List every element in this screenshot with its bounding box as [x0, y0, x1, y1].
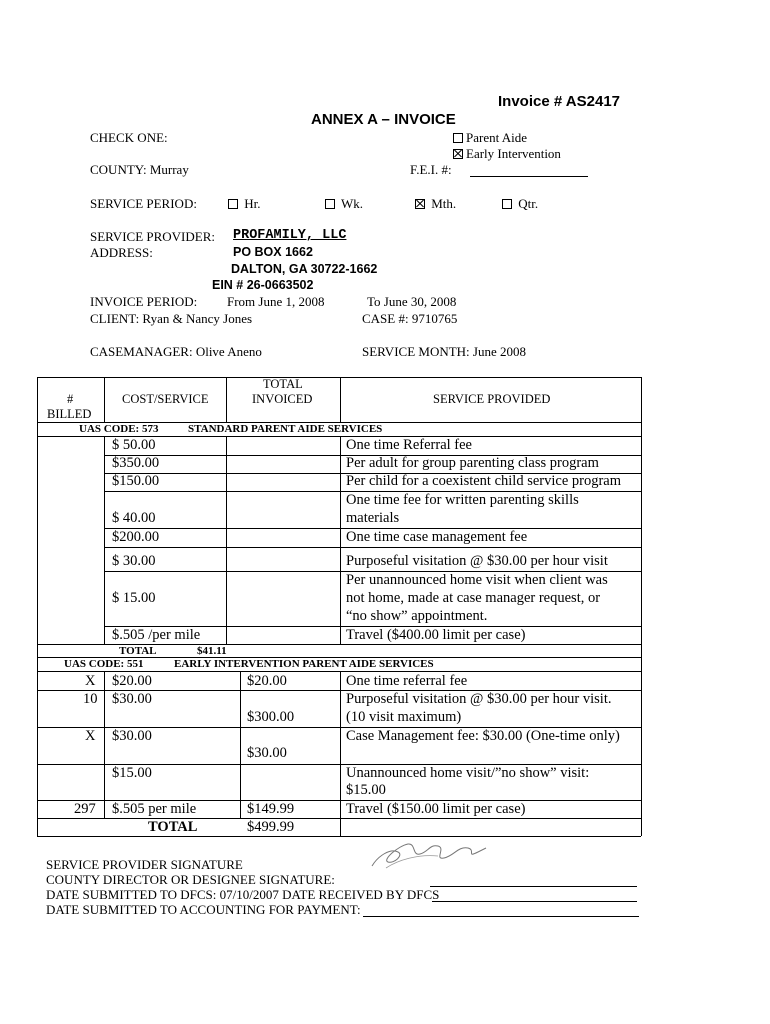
service-cell: Travel ($400.00 limit per case)	[346, 627, 526, 643]
invoice-period-from: From June 1, 2008	[227, 294, 325, 309]
billed-cell: 297	[74, 801, 96, 817]
period-label: Qtr.	[518, 196, 539, 211]
service-month: SERVICE MONTH: June 2008	[362, 344, 526, 359]
total-cell: $20.00	[247, 673, 287, 689]
total-cell: $30.00	[247, 745, 287, 761]
col-service-provided: SERVICE PROVIDED	[433, 392, 551, 406]
billed-cell: X	[85, 728, 96, 744]
cost-cell: $15.00	[112, 765, 152, 781]
address-line-1: PO BOX 1662	[233, 245, 313, 259]
period-hr[interactable]	[228, 196, 261, 212]
period-qtr[interactable]	[502, 196, 538, 212]
total-cell: $300.00	[247, 709, 295, 725]
service-cell: Purposeful visitation @ $30.00 per hour visit	[346, 553, 608, 569]
invoice-period-to: To June 30, 2008	[367, 294, 457, 309]
col-invoiced: INVOICED	[252, 392, 313, 406]
option-label: Early Intervention	[466, 146, 561, 161]
address-line-2: DALTON, GA 30722-1662	[231, 262, 378, 276]
date-submitted-accounting: DATE SUBMITTED TO ACCOUNTING FOR PAYMENT:	[46, 902, 361, 917]
service-cell: Purposeful visitation @ $30.00 per hour visit.	[346, 691, 612, 707]
section1-code: UAS CODE: 573	[79, 423, 159, 435]
check-one-label: CHECK ONE:	[90, 130, 168, 145]
service-cell: One time case management fee	[346, 529, 528, 545]
period-label: Wk.	[341, 196, 364, 211]
client: CLIENT: Ryan & Nancy Jones	[90, 311, 253, 326]
service-cell: Travel ($150.00 limit per case)	[346, 801, 526, 817]
case-number: CASE #: 9710765	[362, 311, 458, 326]
service-cell: Per unannounced home visit when client was	[346, 572, 608, 588]
invoice-period-label: INVOICE PERIOD:	[90, 294, 198, 309]
option-early-intervention[interactable]	[453, 146, 561, 162]
option-parent-aide[interactable]	[453, 130, 527, 146]
checked-checkbox-icon[interactable]	[415, 199, 425, 209]
period-label: Hr.	[244, 196, 261, 211]
option-label: Parent Aide	[466, 130, 528, 145]
fei-label: F.E.I. #:	[410, 162, 452, 177]
service-cell: Unannounced home visit/”no show” visit:	[346, 765, 590, 781]
billed-cell: X	[85, 673, 96, 689]
col-billed: BILLED	[47, 407, 92, 421]
section1-total-label: TOTAL	[119, 645, 157, 657]
ein: EIN # 26-0663502	[212, 278, 314, 292]
checkbox-icon[interactable]	[325, 199, 335, 209]
cost-cell: $150.00	[112, 473, 160, 489]
col-billed-hash: #	[67, 392, 74, 406]
director-signature-label: COUNTY DIRECTOR OR DESIGNEE SIGNATURE:	[46, 872, 335, 887]
cost-cell: $30.00	[112, 691, 152, 707]
service-cell: not home, made at case manager request, or	[346, 590, 601, 606]
cost-cell: $ 50.00	[112, 437, 156, 453]
service-cell: materials	[346, 510, 400, 526]
service-period-label: SERVICE PERIOD:	[90, 196, 197, 211]
cost-cell: $20.00	[112, 673, 152, 689]
period-wk[interactable]	[325, 196, 363, 212]
grand-total-label: TOTAL	[148, 819, 198, 835]
section1-title: STANDARD PARENT AIDE SERVICES	[188, 423, 383, 435]
cost-cell: $200.00	[112, 529, 160, 545]
service-cell: Per child for a coexistent child service program	[346, 473, 621, 489]
director-signature-line	[430, 886, 637, 887]
cost-cell: $ 30.00	[112, 553, 156, 569]
grand-total-value: $499.99	[247, 819, 295, 835]
period-label: Mth.	[431, 196, 457, 211]
period-mth[interactable]	[415, 196, 456, 212]
service-cell: “no show” appointment.	[346, 608, 488, 624]
billed-cell: 10	[83, 691, 98, 707]
accounting-date-line	[363, 916, 639, 917]
provider-label: SERVICE PROVIDER:	[90, 229, 215, 244]
checkbox-icon[interactable]	[453, 133, 463, 143]
date-received-line	[432, 901, 637, 902]
cost-cell: $30.00	[112, 728, 152, 744]
checked-checkbox-icon[interactable]	[453, 149, 463, 159]
date-submitted-dfcs: DATE SUBMITTED TO DFCS: 07/10/2007 DATE RECEIVED BY DFCS	[46, 887, 440, 902]
section1-total-value: $41.11	[197, 645, 227, 657]
service-cell: (10 visit maximum)	[346, 709, 462, 725]
checkbox-icon[interactable]	[502, 199, 512, 209]
checkbox-icon[interactable]	[228, 199, 238, 209]
cost-cell: $350.00	[112, 455, 160, 471]
cost-cell: $.505 /per mile	[112, 627, 201, 643]
invoice-number: Invoice # AS2417	[498, 93, 621, 110]
section2-code: UAS CODE: 551	[64, 658, 144, 670]
cost-cell: $ 15.00	[112, 590, 156, 606]
section2-title: EARLY INTERVENTION PARENT AIDE SERVICES	[174, 658, 434, 670]
provider-signature-label: SERVICE PROVIDER SIGNATURE	[46, 857, 243, 872]
service-cell: One time referral fee	[346, 673, 468, 689]
col-cost-service: COST/SERVICE	[122, 392, 209, 406]
signature-scribble	[368, 838, 488, 872]
casemanager: CASEMANAGER: Olive Aneno	[90, 344, 262, 359]
page-title: ANNEX A – INVOICE	[311, 111, 456, 128]
service-cell: Per adult for group parenting class program	[346, 455, 599, 471]
provider-name: PROFAMILY, LLC	[233, 228, 347, 243]
cost-cell: $ 40.00	[112, 510, 156, 526]
service-cell: Case Management fee: $30.00 (One-time only)	[346, 728, 620, 744]
address-label: ADDRESS:	[90, 245, 153, 260]
fei-line	[470, 176, 588, 177]
service-cell: One time fee for written parenting skills	[346, 492, 579, 508]
cost-cell: $.505 per mile	[112, 801, 197, 817]
total-cell: $149.99	[247, 801, 295, 817]
col-total: TOTAL	[263, 377, 303, 391]
county: COUNTY: Murray	[90, 162, 189, 177]
service-cell: One time Referral fee	[346, 437, 472, 453]
service-cell: $15.00	[346, 782, 386, 798]
